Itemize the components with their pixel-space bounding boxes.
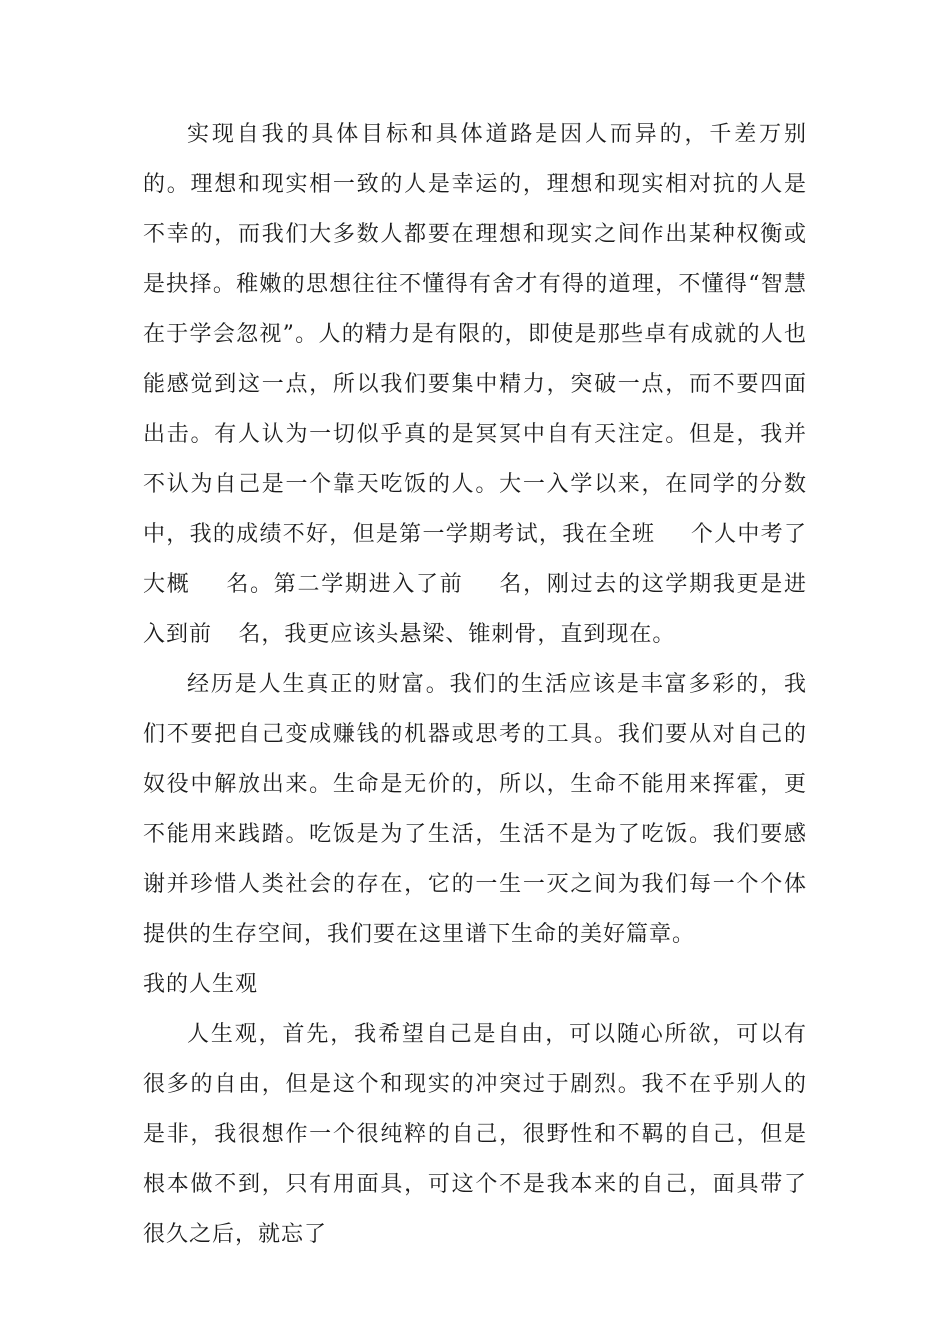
paragraph-1-part-5: 名，我更应该头悬梁、锥刺骨，直到现在。 (238, 622, 676, 647)
paragraph-1 (143, 110, 807, 660)
paragraph-1-part-3: 名。第二学期进入了前 (225, 572, 464, 597)
paragraph-1-part-4: 名，刚过去的这学期我更是进入到前 (143, 572, 807, 647)
document-body (143, 110, 807, 1260)
paragraph-1-part-2: 个人中考了大概 (143, 522, 807, 597)
section-heading: 我的人生观 (143, 972, 259, 997)
paragraph-2: 经历是人生真正的财富。我们的生活应该是丰富多彩的，我们不要把自己变成赚钱的机器或思考的工具。我们要从对自己的奴役中解放出来。生命是无价的，所以，生命不能用来挥霍，更不能用来践踏。吃饭是为了生活，生活不是为了吃饭。我们要感谢并珍惜人类社会的存在，它的一生一灭之间为我们每一个个体提供的生存空间，我们要在这里谱下生命的美好篇章。 (143, 672, 807, 947)
paragraph-1-part-1: 实现自我的具体目标和具体道路是因人而异的，千差万别的。理想和现实相一致的人是幸运的，理想和现实相对抗的人是不幸的，而我们大多数人都要在理想和现实之间作出某种权衡或是抉择。稚嫩的思想往往不懂得有舍才有得的道理，不懂得“智慧在于学会忽视”。人的精力是有限的，即使是那些卓有成就的人也能感觉到这一点，所以我们要集中精力，突破一点，而不要四面出击。有人认为一切似乎真的是冥冥中自有天注定。但是，我并不认为自己是一个靠天吃饭的人。大一入学以来，在同学的分数中，我的成绩不好，但是第一学期考试，我在全班 (143, 122, 807, 547)
paragraph-3: 人生观，首先，我希望自己是自由，可以随心所欲，可以有很多的自由，但是这个和现实的冲突过于剧烈。我不在乎别人的是非，我很想作一个很纯粹的自己，很野性和不羁的自己，但是根本做不到，只有用面具，可这个不是我本来的自己，面具带了很久之后，就忘了 (143, 1022, 807, 1247)
